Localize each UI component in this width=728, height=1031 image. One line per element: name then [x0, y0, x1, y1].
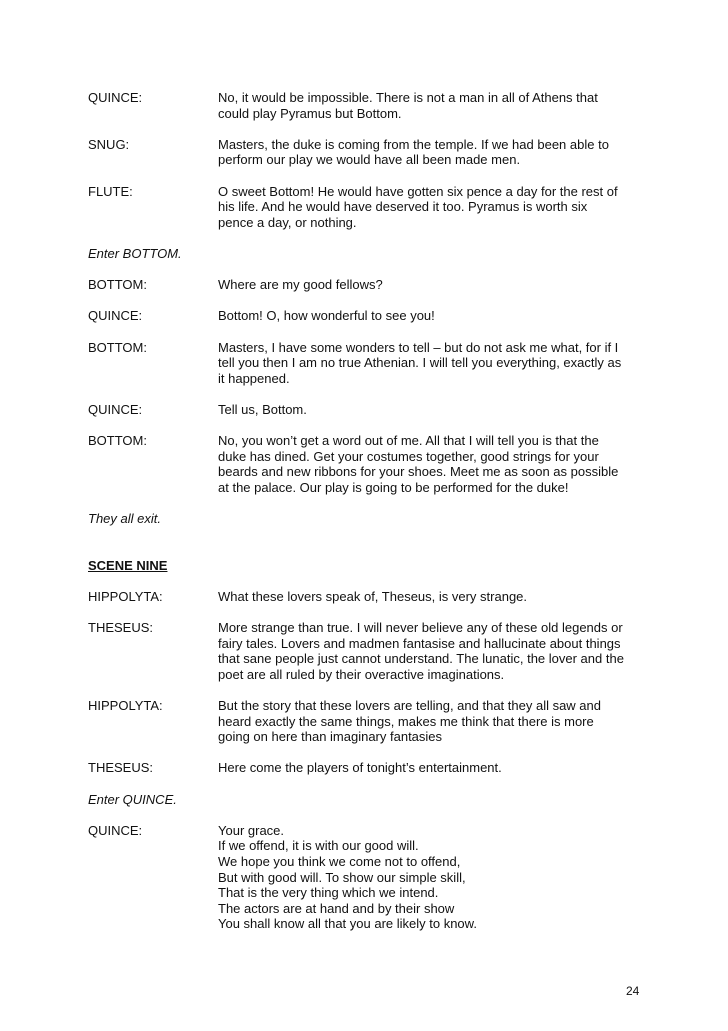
dialogue-text: More strange than true. I will never believe any of these old legends or fairy tales. Lovers and madmen fantasise and hallucinate about things that sane people just cannot understand. The lunatic, the lover and the poet are all ruled by their overactive imaginations.: [218, 620, 624, 682]
dialogue-entry: [88, 620, 648, 682]
dialogue-text: Masters, the duke is coming from the temple. If we had been able to perform our play we would have all been made men.: [218, 136, 609, 168]
speaker-name: QUINCE:: [88, 822, 143, 838]
dialogue-entry: [88, 402, 648, 418]
stage-direction: Enter QUINCE.: [88, 791, 177, 807]
dialogue-text: Here come the players of tonight’s entertainment.: [218, 760, 502, 776]
speaker-name: QUINCE:: [88, 308, 143, 324]
speaker-name: SNUG:: [88, 136, 130, 152]
speaker-name: BOTTOM:: [88, 433, 147, 449]
dialogue-text: Masters, I have some wonders to tell – but do not ask me what, for if I tell you then I am no true Athenian. I will tell you everything, exactly as it happened.: [218, 339, 622, 386]
page-number: 24: [626, 984, 640, 998]
dialogue-entry: [88, 137, 648, 168]
dialogue-text: Your grace. If we offend, it is with our good will. We hope you think we come not to offend, But with good will. To show our simple skill, That is the very thing which we intend. The actors are at hand and by their show You shall know all that you are likely to know.: [218, 822, 477, 932]
speaker-name: THESEUS:: [88, 620, 154, 635]
speaker-name: HIPPOLYTA:: [88, 697, 163, 713]
speaker-name: BOTTOM:: [88, 277, 147, 293]
speaker-name: QUINCE:: [88, 90, 143, 105]
dialogue-text: Bottom! O, how wonderful to see you!: [218, 308, 435, 324]
dialogue-text: No, you won’t get a word out of me. All that I will tell you is that the duke has dined. Get your costumes together, good strings for your beards and new ribbons for your shoes. Meet me as soon as possible at the palace. Our play is going to be performed for the duke!: [218, 433, 619, 495]
speaker-name: BOTTOM:: [88, 339, 147, 355]
dialogue-entry: [88, 589, 648, 605]
dialogue-text: What these lovers speak of, Theseus, is very strange.: [218, 588, 528, 604]
stage-direction: They all exit.: [88, 511, 161, 527]
scene-heading: SCENE NINE: [88, 557, 168, 573]
dialogue-entry: [88, 823, 648, 932]
speaker-name: HIPPOLYTA:: [88, 588, 163, 604]
dialogue-entry: [88, 340, 648, 387]
dialogue-text: O sweet Bottom! He would have gotten six pence a day for the rest of his life. And he would have deserved it too. Pyramus is worth six pence a day, or nothing.: [218, 183, 618, 230]
dialogue-text: But the story that these lovers are telling, and that they all saw and heard exactly the same things, makes me think that there is more going on here than imaginary fantasies: [218, 697, 601, 745]
dialogue-entry: [88, 90, 648, 121]
dialogue-entry: [88, 760, 648, 776]
speaker-name: THESEUS:: [88, 760, 154, 776]
dialogue-entry: [88, 184, 648, 231]
dialogue-entry: [88, 698, 648, 745]
dialogue-text: Where are my good fellows?: [218, 277, 383, 293]
dialogue-entry: [88, 277, 648, 293]
dialogue-entry: [88, 308, 648, 324]
speaker-name: FLUTE:: [88, 183, 133, 199]
dialogue-text: No, it would be impossible. There is not a man in all of Athens that could play Pyramus but Bottom.: [218, 90, 598, 121]
script-page: [88, 90, 648, 947]
stage-direction: Enter BOTTOM.: [88, 245, 182, 261]
dialogue-text: Tell us, Bottom.: [218, 401, 307, 417]
dialogue-entry: [88, 433, 648, 495]
speaker-name: QUINCE:: [88, 401, 143, 417]
